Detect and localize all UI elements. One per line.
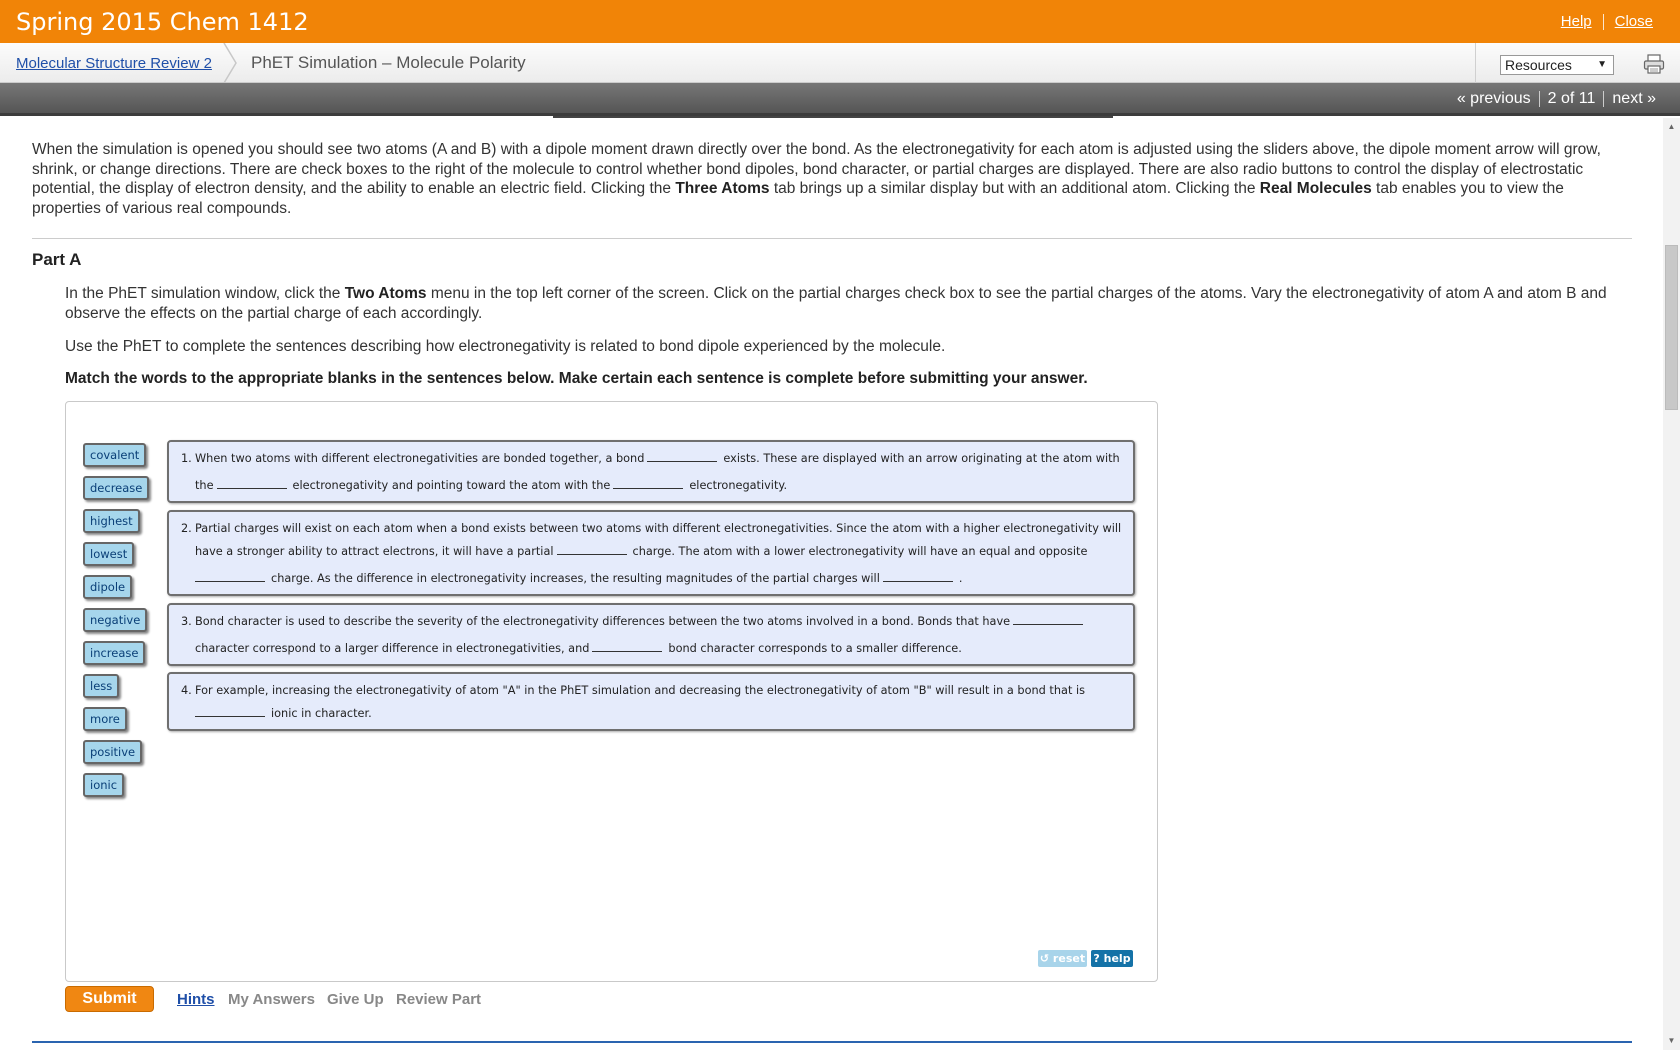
sentence-line: Partial charges will exist on each atom when a bond exists between two atoms with different electronegativities. Since the atom with a higher electronegativity will (195, 522, 1122, 535)
word-tile[interactable]: decrease (83, 476, 149, 500)
drop-blank[interactable] (195, 707, 265, 717)
breadcrumb-parent-link[interactable]: Molecular Structure Review 2 (16, 55, 212, 72)
word-tile[interactable]: dipole (83, 575, 132, 599)
breadcrumb (0, 43, 1680, 83)
word-tile[interactable]: ionic (83, 773, 124, 797)
sentence-text: bond character corresponds to a smaller difference. (668, 642, 962, 655)
activity-help-button[interactable]: ? help (1091, 950, 1133, 967)
sentence-line (195, 642, 962, 655)
course-header (0, 0, 1680, 43)
review-part-link[interactable]: Review Part (396, 991, 482, 1008)
section-divider (32, 238, 1632, 239)
part-instructions-text: menu in the top left corner of the screen. Click on the partial charges check box to see the partial charges of the atoms. Vary the electronegativity of atom A and atom B and observe the effects on the partial charge of each accordingly. (65, 285, 1607, 322)
breadcrumb-divider (1475, 43, 1476, 83)
drop-blank[interactable] (557, 545, 627, 555)
sentence-text: character correspond to a larger difference in electronegativities, and (195, 642, 590, 655)
breadcrumb-current: PhET Simulation – Molecule Polarity (251, 53, 526, 72)
my-answers-link[interactable]: My Answers (228, 991, 315, 1008)
part-title: Part A (32, 250, 82, 269)
part-instructions-bold: Two Atoms (344, 285, 427, 302)
breadcrumb-chevron-icon (222, 43, 238, 83)
intro-text: tab enables you to view the properties of various real compounds. (32, 180, 1564, 217)
header-link-divider (1603, 14, 1604, 30)
sentence-line (195, 479, 787, 492)
sentence-box-4 (167, 672, 1135, 731)
resources-select-value: Resources (1505, 57, 1572, 73)
sentence-number: 1. (181, 452, 192, 465)
sentence-line: For example, increasing the electronegativity of atom "A" in the PhET simulation and decreasing the electronegativity of atom "B" will result in a bond that is (195, 684, 1085, 697)
word-tile[interactable]: lowest (83, 542, 134, 566)
sentence-text: . (958, 572, 963, 585)
sentence-line (195, 572, 962, 585)
sentence-number: 2. (181, 522, 192, 535)
intro-text: tab brings up a similar display but with an additional atom. Clicking the (769, 180, 1260, 197)
drop-blank[interactable] (195, 572, 265, 582)
word-tile[interactable]: increase (83, 641, 145, 665)
sentence-line (195, 615, 1089, 628)
intro-text: When the simulation is opened you should see two atoms (A and B) with a dipole moment drawn directly over the bond. As the electronegativity for each atom is adjusted using the sliders above, the dipole moment arrow will grow, shrink, or change directions. There are check boxes to the right of the molecule to control whether bond dipoles, bond character, or partial charges are displayed. There are also radio buttons to control the display of electrostatic potential, the display of electron density, and the ability to enable an electric field. Clicking the (32, 141, 1601, 197)
drop-blank[interactable] (613, 479, 683, 489)
sentence-number: 3. (181, 615, 192, 628)
drop-blank[interactable] (647, 452, 717, 462)
use-phet-text: Use the PhET to complete the sentences describing how electronegativity is related to bond dipole experienced by the molecule. (65, 338, 946, 355)
drop-blank[interactable] (883, 572, 953, 582)
course-title: Spring 2015 Chem 1412 (16, 7, 309, 36)
item-navigation (1449, 90, 1664, 108)
drop-blank[interactable] (217, 479, 287, 489)
next-link[interactable]: next » (1612, 90, 1656, 107)
drop-blank[interactable] (1013, 615, 1083, 625)
match-instructions: Match the words to the appropriate blanks in the sentences below. Make certain each sentence is complete before submitting your answer. (65, 370, 1088, 387)
hints-link[interactable]: Hints (177, 991, 215, 1008)
intro-paragraph (32, 140, 1632, 218)
drop-blank[interactable] (592, 642, 662, 652)
scroll-up-icon[interactable]: ▲ (1667, 122, 1676, 131)
sentence-line (195, 545, 1087, 558)
sentence-text: charge. As the difference in electronegativity increases, the resulting magnitudes of the partial charges will (271, 572, 880, 585)
scroll-down-icon[interactable]: ▼ (1667, 1036, 1676, 1045)
word-tile[interactable]: more (83, 707, 127, 731)
item-position: 2 of 11 (1547, 90, 1596, 107)
give-up-link[interactable]: Give Up (327, 991, 384, 1008)
sentence-text: have a stronger ability to attract electrons, it will have a partial (195, 545, 554, 558)
close-link[interactable]: Close (1614, 13, 1653, 30)
sentence-text: electronegativity. (689, 479, 788, 492)
part-instructions (65, 284, 1625, 323)
intro-bold-three-atoms: Three Atoms (675, 180, 770, 197)
print-icon[interactable] (1643, 53, 1665, 75)
resources-select[interactable] (1500, 55, 1614, 75)
nav-tab-indicator (553, 116, 1113, 118)
sentence-box-2 (167, 510, 1135, 596)
submit-button[interactable]: Submit (65, 986, 154, 1012)
sentence-text: When two atoms with different electronegativities are bonded together, a bond (195, 452, 645, 465)
part-instructions-text: In the PhET simulation window, click the (65, 285, 345, 302)
part-divider (32, 1041, 1632, 1043)
sentence-text: electronegativity and pointing toward the atom with the (292, 479, 611, 492)
word-tile[interactable]: highest (83, 509, 140, 533)
sentence-box-3 (167, 603, 1135, 666)
reset-button[interactable]: ↺ reset (1039, 952, 1086, 965)
sentence-box-1 (167, 440, 1135, 503)
previous-link[interactable]: « previous (1456, 90, 1531, 107)
word-tile[interactable]: positive (83, 740, 142, 764)
sentence-text: Bond character is used to describe the severity of the electronegativity differences between the two atoms involved in a bond. Bonds that have (195, 615, 1011, 628)
header-links (1550, 13, 1664, 30)
word-tile[interactable]: covalent (83, 443, 146, 467)
sentence-text: the (195, 479, 214, 492)
scroll-thumb[interactable] (1665, 245, 1678, 410)
item-navigation-bar (0, 83, 1680, 116)
word-tile[interactable]: less (83, 674, 119, 698)
sentence-text: ionic in character. (271, 707, 372, 720)
sentence-number: 4. (181, 684, 192, 697)
sentence-line (195, 707, 372, 720)
help-link[interactable]: Help (1560, 13, 1592, 30)
sentence-text: exists. These are displayed with an arrow originating at the atom with (723, 452, 1120, 465)
sentence-line (195, 452, 1120, 465)
chevron-down-icon: ▼ (1597, 59, 1607, 70)
word-tile[interactable]: negative (83, 608, 147, 632)
sentence-text: charge. The atom with a lower electronegativity will have an equal and opposite (632, 545, 1088, 558)
intro-bold-real-molecules: Real Molecules (1259, 180, 1372, 197)
